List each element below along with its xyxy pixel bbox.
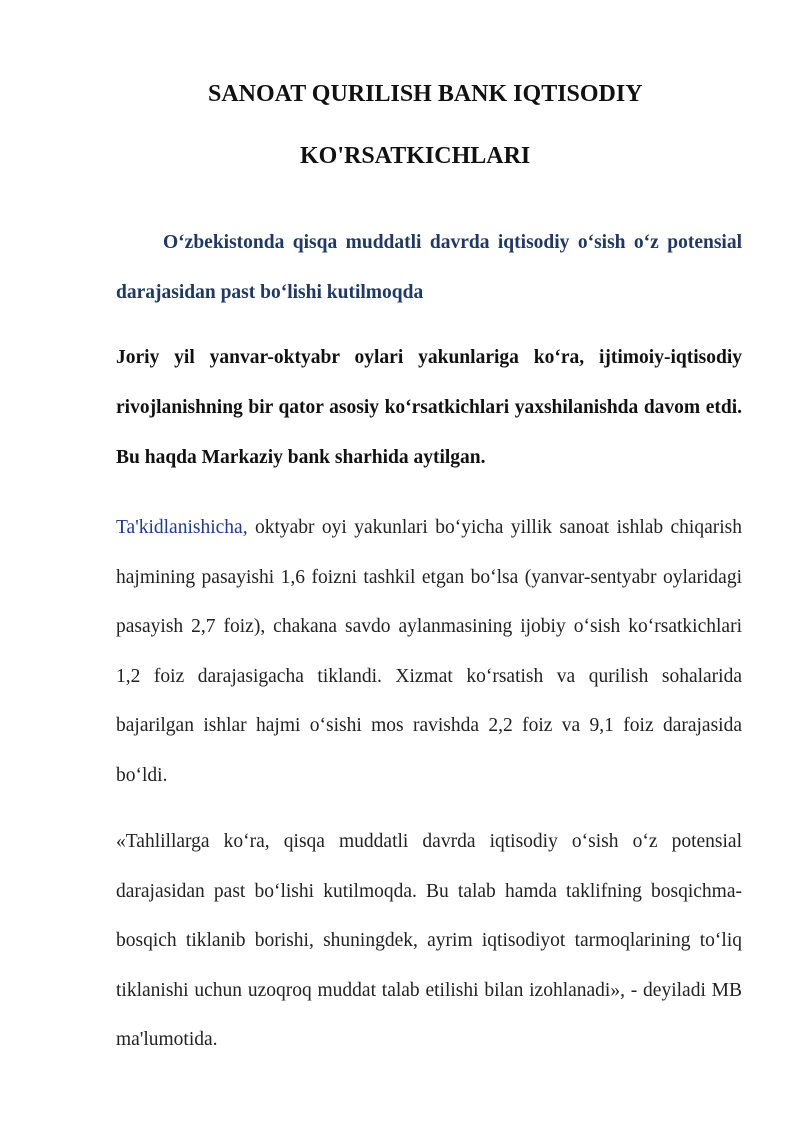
- article-lead-paragraph: Joriy yil yanvar-oktyabr oylari yakunlariga ko‘ra, ijtimoiy-iqtisodiy rivojlanishning bir qator asosiy ko‘rsatkichlari yaxshilanishda davom etdi. Bu haqda Markaziy bank sharhida aytilgan.: [116, 347, 742, 468]
- document-title-line-1: SANOAT QURILISH BANK IQTISODIY: [208, 81, 643, 107]
- highlighted-word: Ta'kidlanishicha,: [116, 517, 248, 538]
- body-paragraph-1: [116, 503, 742, 800]
- article-subtitle: O‘zbekistonda qisqa muddatli davrda iqtisodiy o‘sish o‘z potensial darajasidan past bo‘lishi kutilmoqda: [116, 232, 742, 303]
- document-title-line-2: KO'RSATKICHLARI: [300, 143, 531, 169]
- body-paragraph-1-text: oktyabr oyi yakunlari bo‘yicha yillik sanoat ishlab chiqarish hajmining pasayishi 1,6 foizni tashkil etgan bo‘lsa (yanvar-sentyabr oylaridagi pasayish 2,7 foiz), chakana savdo aylanmasining ijobiy o‘sish ko‘rsatkichlari 1,2 foiz darajasigacha tiklandi. Xizmat ko‘rsatish va qurilish sohalarida bajarilgan ishlar hajmi o‘sishi mos ravishda 2,2 foiz va 9,1 foiz darajasida bo‘ldi.: [116, 517, 742, 786]
- body-paragraph-2: «Tahlillarga ko‘ra, qisqa muddatli davrda iqtisodiy o‘sish o‘z potensial darajasidan past bo‘lishi kutilmoqda. Bu talab hamda taklifning bosqichma-bosqich tiklanib borishi, shuningdek, ayrim iqtisodiyot tarmoqlarining to‘liq tiklanishi uchun uzoqroq muddat talab etilishi bilan izohlanadi», - deyiladi MB ma'lumotida.: [116, 831, 742, 1050]
